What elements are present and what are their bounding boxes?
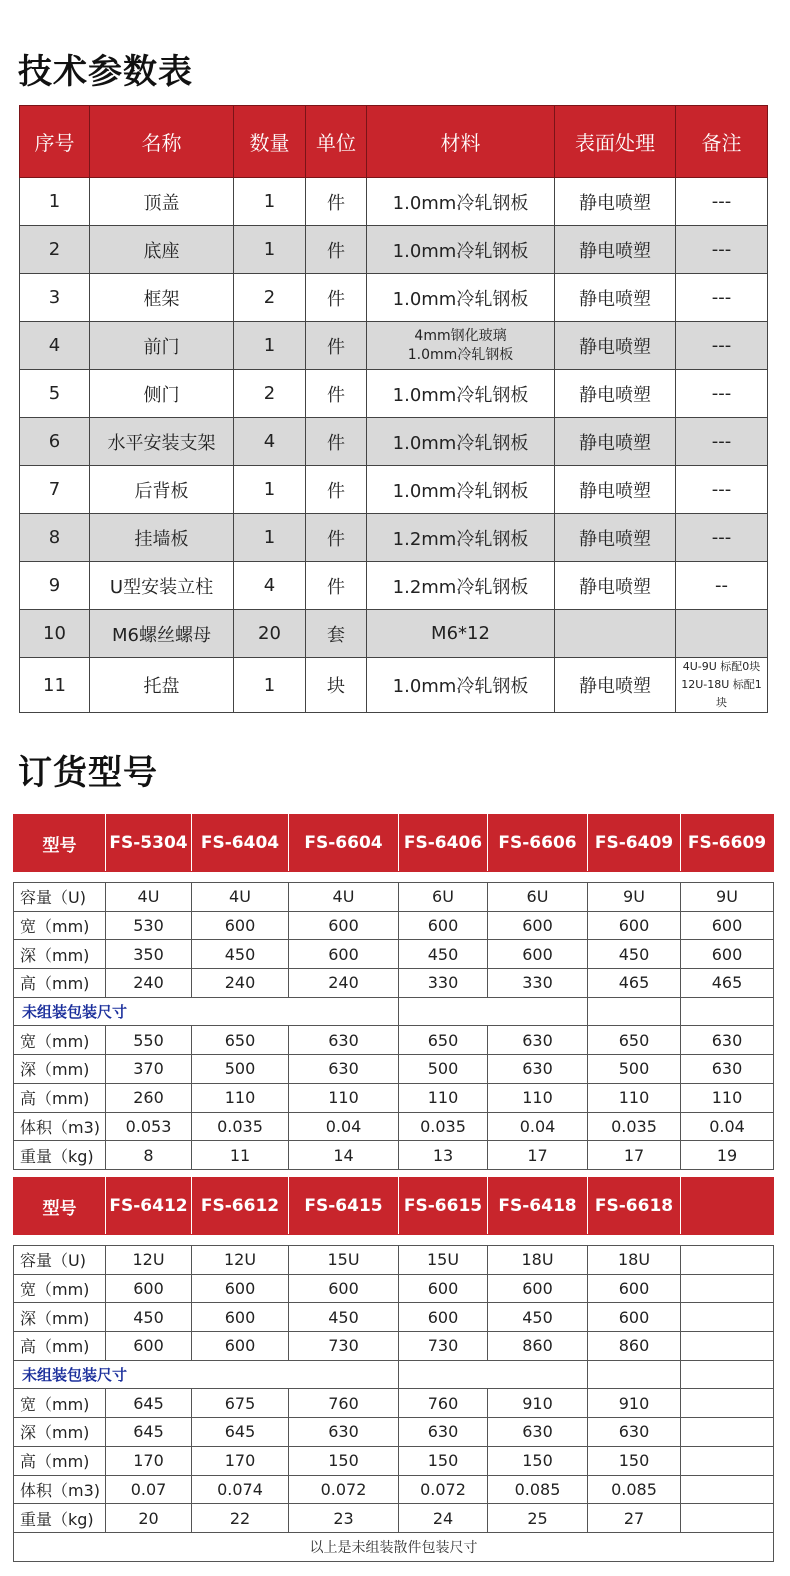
value-cell: 600	[588, 911, 681, 940]
value-cell: 12U	[192, 1246, 289, 1275]
spec-cell: 2	[20, 226, 90, 274]
spec-row	[20, 418, 768, 466]
model-name: FS-6418	[488, 1178, 588, 1235]
spec-cell: 水平安装支架	[90, 418, 234, 466]
order-row	[14, 1504, 774, 1533]
value-cell: 0.035	[399, 1112, 488, 1141]
spec-cell: 8	[20, 514, 90, 562]
value-cell: 600	[681, 940, 774, 969]
value-cell: 500	[399, 1055, 488, 1084]
spec-cell: 件	[306, 466, 367, 514]
value-cell: 20	[106, 1504, 192, 1533]
value-cell: 0.035	[588, 1112, 681, 1141]
value-cell: 8	[106, 1141, 192, 1170]
value-cell: 600	[588, 1303, 681, 1332]
spec-title: 技术参数表	[18, 52, 193, 92]
value-cell: 14	[289, 1141, 399, 1170]
spec-header-cell: 材料	[367, 106, 555, 178]
spec-cell: 1	[234, 658, 306, 713]
spec-cell: 1	[234, 466, 306, 514]
spec-cell: 1	[234, 322, 306, 370]
value-cell: 19	[681, 1141, 774, 1170]
value-cell: 24	[399, 1504, 488, 1533]
value-cell: 730	[399, 1332, 488, 1361]
spec-cell: 4U-9U 标配0块 12U-18U 标配1块	[676, 658, 768, 713]
row-label: 重量（kg)	[14, 1504, 106, 1533]
model-name: FS-6615	[399, 1178, 488, 1235]
value-cell	[681, 1446, 774, 1475]
spec-cell: 挂墙板	[90, 514, 234, 562]
gap-cell	[14, 1235, 774, 1246]
spec-cell: 4mm钢化玻璃 1.0mm冷轧钢板	[367, 322, 555, 370]
value-cell: 18U	[588, 1246, 681, 1275]
value-cell: 150	[488, 1446, 588, 1475]
spec-cell: ---	[676, 418, 768, 466]
order-header-row	[14, 815, 774, 872]
value-cell: 630	[488, 1026, 588, 1055]
value-cell: 170	[192, 1446, 289, 1475]
value-cell: 630	[488, 1055, 588, 1084]
empty-cell	[588, 997, 681, 1026]
value-cell: 22	[192, 1504, 289, 1533]
spec-cell: 静电喷塑	[555, 658, 676, 713]
value-cell: 260	[106, 1083, 192, 1112]
spec-cell: --	[676, 562, 768, 610]
order-row	[14, 1418, 774, 1447]
value-cell: 450	[488, 1303, 588, 1332]
value-cell: 600	[192, 911, 289, 940]
value-cell: 0.072	[399, 1475, 488, 1504]
order-row	[14, 911, 774, 940]
row-label: 深（mm)	[14, 1055, 106, 1084]
value-cell: 4U	[192, 883, 289, 912]
order-title: 订货型号	[18, 753, 158, 793]
value-cell: 0.072	[289, 1475, 399, 1504]
spec-cell: 静电喷塑	[555, 370, 676, 418]
value-cell: 17	[588, 1141, 681, 1170]
spec-cell: 静电喷塑	[555, 514, 676, 562]
value-cell: 110	[488, 1083, 588, 1112]
row-label: 深（mm)	[14, 940, 106, 969]
value-cell: 240	[289, 969, 399, 998]
spec-header-cell: 备注	[676, 106, 768, 178]
value-cell: 450	[399, 940, 488, 969]
value-cell: 645	[106, 1418, 192, 1447]
value-cell: 645	[192, 1418, 289, 1447]
value-cell: 150	[289, 1446, 399, 1475]
value-cell: 13	[399, 1141, 488, 1170]
spec-cell: 静电喷塑	[555, 322, 676, 370]
order-header-row	[14, 1178, 774, 1235]
spec-cell: 件	[306, 514, 367, 562]
value-cell: 600	[289, 940, 399, 969]
value-cell	[681, 1274, 774, 1303]
spec-row	[20, 514, 768, 562]
spec-row	[20, 226, 768, 274]
spec-cell: 1.0mm冷轧钢板	[367, 274, 555, 322]
value-cell: 600	[192, 1303, 289, 1332]
package-section-label: 未组装包装尺寸	[14, 997, 399, 1026]
spec-cell: 框架	[90, 274, 234, 322]
spec-cell: 1.0mm冷轧钢板	[367, 466, 555, 514]
order-row	[14, 1475, 774, 1504]
value-cell: 110	[681, 1083, 774, 1112]
spec-cell: 1	[234, 226, 306, 274]
order-row	[14, 883, 774, 912]
value-cell: 18U	[488, 1246, 588, 1275]
order-table-2	[13, 1177, 774, 1562]
gap-cell	[14, 872, 774, 883]
spec-row	[20, 322, 768, 370]
row-label: 宽（mm)	[14, 1274, 106, 1303]
spec-cell: 套	[306, 610, 367, 658]
spec-table	[19, 105, 768, 713]
value-cell: 450	[588, 940, 681, 969]
order-row	[14, 1083, 774, 1112]
spec-cell: 静电喷塑	[555, 418, 676, 466]
spec-cell: 1.0mm冷轧钢板	[367, 178, 555, 226]
value-cell	[681, 1246, 774, 1275]
row-label: 重量（kg)	[14, 1141, 106, 1170]
model-name: FS-6604	[289, 815, 399, 872]
empty-cell	[681, 997, 774, 1026]
value-cell	[681, 1504, 774, 1533]
model-name: FS-6404	[192, 815, 289, 872]
value-cell: 550	[106, 1026, 192, 1055]
value-cell: 0.07	[106, 1475, 192, 1504]
value-cell: 9U	[588, 883, 681, 912]
order-table-1	[13, 814, 774, 1170]
spec-cell: 静电喷塑	[555, 466, 676, 514]
value-cell: 760	[289, 1389, 399, 1418]
value-cell: 500	[588, 1055, 681, 1084]
spec-cell: 托盘	[90, 658, 234, 713]
spec-cell: 3	[20, 274, 90, 322]
spec-header-cell: 序号	[20, 106, 90, 178]
row-label: 深（mm)	[14, 1303, 106, 1332]
footnote: 以上是未组装散件包装尺寸	[14, 1532, 774, 1561]
value-cell: 150	[399, 1446, 488, 1475]
model-name: FS-6606	[488, 815, 588, 872]
value-cell: 600	[106, 1332, 192, 1361]
value-cell: 600	[289, 1274, 399, 1303]
model-name: FS-5304	[106, 815, 192, 872]
value-cell: 600	[681, 911, 774, 940]
spec-cell: 4	[234, 562, 306, 610]
model-name: FS-6406	[399, 815, 488, 872]
order-row	[14, 1360, 774, 1389]
value-cell: 0.04	[488, 1112, 588, 1141]
value-cell: 110	[588, 1083, 681, 1112]
value-cell: 4U	[106, 883, 192, 912]
spec-cell: 件	[306, 274, 367, 322]
spec-cell: 侧门	[90, 370, 234, 418]
value-cell: 645	[106, 1389, 192, 1418]
order-row	[14, 969, 774, 998]
value-cell: 600	[192, 1274, 289, 1303]
value-cell: 25	[488, 1504, 588, 1533]
spec-cell: 1	[234, 178, 306, 226]
value-cell: 650	[399, 1026, 488, 1055]
order-row	[14, 1055, 774, 1084]
spec-cell: 1.2mm冷轧钢板	[367, 514, 555, 562]
empty-cell	[399, 997, 588, 1026]
order-row	[14, 1026, 774, 1055]
row-label: 宽（mm)	[14, 1026, 106, 1055]
value-cell: 730	[289, 1332, 399, 1361]
value-cell: 600	[399, 911, 488, 940]
row-label: 容量（U)	[14, 1246, 106, 1275]
value-cell: 630	[488, 1418, 588, 1447]
value-cell: 150	[588, 1446, 681, 1475]
row-label: 宽（mm)	[14, 911, 106, 940]
value-cell: 450	[192, 940, 289, 969]
value-cell: 6U	[488, 883, 588, 912]
spec-cell: 件	[306, 370, 367, 418]
value-cell: 4U	[289, 883, 399, 912]
spec-cell: 6	[20, 418, 90, 466]
value-cell: 330	[399, 969, 488, 998]
model-name: FS-6618	[588, 1178, 681, 1235]
value-cell: 465	[681, 969, 774, 998]
spec-row	[20, 274, 768, 322]
header-gap	[14, 1235, 774, 1246]
value-cell: 600	[192, 1332, 289, 1361]
spec-row	[20, 562, 768, 610]
model-name: FS-6612	[192, 1178, 289, 1235]
model-name: FS-6415	[289, 1178, 399, 1235]
spec-cell: 静电喷塑	[555, 274, 676, 322]
row-label: 高（mm)	[14, 1332, 106, 1361]
row-label: 宽（mm)	[14, 1389, 106, 1418]
spec-cell: M6*12	[367, 610, 555, 658]
spec-cell: ---	[676, 370, 768, 418]
model-name: FS-6409	[588, 815, 681, 872]
spec-cell: 件	[306, 418, 367, 466]
spec-header-cell: 数量	[234, 106, 306, 178]
value-cell	[681, 1389, 774, 1418]
spec-header-cell: 名称	[90, 106, 234, 178]
model-label: 型号	[14, 1178, 106, 1235]
value-cell: 650	[192, 1026, 289, 1055]
row-label: 高（mm)	[14, 1446, 106, 1475]
order-row	[14, 940, 774, 969]
value-cell: 240	[106, 969, 192, 998]
row-label: 高（mm)	[14, 1083, 106, 1112]
value-cell: 500	[192, 1055, 289, 1084]
spec-row	[20, 370, 768, 418]
spec-header-cell: 单位	[306, 106, 367, 178]
spec-cell: 1.2mm冷轧钢板	[367, 562, 555, 610]
spec-row	[20, 658, 768, 713]
spec-cell: 块	[306, 658, 367, 713]
order-row	[14, 1141, 774, 1170]
value-cell: 6U	[399, 883, 488, 912]
spec-cell: 静电喷塑	[555, 562, 676, 610]
row-label: 体积（m3)	[14, 1112, 106, 1141]
model-name: FS-6609	[681, 815, 774, 872]
order-row	[14, 1389, 774, 1418]
value-cell: 0.04	[289, 1112, 399, 1141]
spec-cell: 1.0mm冷轧钢板	[367, 226, 555, 274]
value-cell: 860	[588, 1332, 681, 1361]
spec-cell: 前门	[90, 322, 234, 370]
footnote-row	[14, 1532, 774, 1561]
value-cell: 630	[681, 1026, 774, 1055]
spec-cell: ---	[676, 178, 768, 226]
value-cell: 630	[289, 1026, 399, 1055]
spec-cell: 1.0mm冷轧钢板	[367, 370, 555, 418]
spec-cell: 底座	[90, 226, 234, 274]
value-cell: 0.074	[192, 1475, 289, 1504]
value-cell: 650	[588, 1026, 681, 1055]
spec-cell: 静电喷塑	[555, 178, 676, 226]
order-row	[14, 997, 774, 1026]
order-row	[14, 1274, 774, 1303]
order-row	[14, 1303, 774, 1332]
value-cell: 110	[192, 1083, 289, 1112]
value-cell: 0.053	[106, 1112, 192, 1141]
spec-cell: M6螺丝螺母	[90, 610, 234, 658]
value-cell: 370	[106, 1055, 192, 1084]
order-row	[14, 1112, 774, 1141]
value-cell: 860	[488, 1332, 588, 1361]
spec-row	[20, 610, 768, 658]
spec-cell: ---	[676, 274, 768, 322]
spec-cell: 7	[20, 466, 90, 514]
spec-cell: ---	[676, 226, 768, 274]
spec-cell: 1	[20, 178, 90, 226]
spec-cell: 5	[20, 370, 90, 418]
spec-cell: 2	[234, 274, 306, 322]
spec-cell: 1.0mm冷轧钢板	[367, 658, 555, 713]
spec-cell: ---	[676, 466, 768, 514]
spec-cell: 4	[20, 322, 90, 370]
spec-cell: U型安装立柱	[90, 562, 234, 610]
value-cell: 910	[488, 1389, 588, 1418]
spec-cell: 4	[234, 418, 306, 466]
value-cell	[681, 1418, 774, 1447]
spec-cell: 2	[234, 370, 306, 418]
spec-cell: 静电喷塑	[555, 226, 676, 274]
spec-row	[20, 466, 768, 514]
value-cell: 0.085	[588, 1475, 681, 1504]
value-cell: 350	[106, 940, 192, 969]
value-cell: 600	[488, 940, 588, 969]
spec-cell: ---	[676, 514, 768, 562]
value-cell: 0.035	[192, 1112, 289, 1141]
spec-header-cell: 表面处理	[555, 106, 676, 178]
value-cell: 0.085	[488, 1475, 588, 1504]
value-cell	[681, 1303, 774, 1332]
spec-row	[20, 178, 768, 226]
value-cell: 110	[399, 1083, 488, 1112]
model-label: 型号	[14, 815, 106, 872]
spec-cell: 件	[306, 226, 367, 274]
value-cell: 530	[106, 911, 192, 940]
value-cell: 600	[289, 911, 399, 940]
spec-cell	[555, 610, 676, 658]
value-cell: 600	[399, 1274, 488, 1303]
value-cell: 0.04	[681, 1112, 774, 1141]
spec-cell: 件	[306, 562, 367, 610]
row-label: 深（mm)	[14, 1418, 106, 1447]
value-cell: 11	[192, 1141, 289, 1170]
value-cell: 465	[588, 969, 681, 998]
value-cell	[681, 1332, 774, 1361]
spec-cell: 9	[20, 562, 90, 610]
spec-cell: 20	[234, 610, 306, 658]
spec-cell: 后背板	[90, 466, 234, 514]
spec-cell: ---	[676, 322, 768, 370]
value-cell: 12U	[106, 1246, 192, 1275]
spec-cell: 11	[20, 658, 90, 713]
header-gap	[14, 872, 774, 883]
spec-cell: 1	[234, 514, 306, 562]
value-cell: 15U	[399, 1246, 488, 1275]
value-cell: 600	[588, 1274, 681, 1303]
value-cell: 760	[399, 1389, 488, 1418]
value-cell: 240	[192, 969, 289, 998]
value-cell: 110	[289, 1083, 399, 1112]
value-cell: 630	[588, 1418, 681, 1447]
value-cell: 630	[289, 1055, 399, 1084]
model-name	[681, 1178, 774, 1235]
value-cell: 600	[399, 1303, 488, 1332]
value-cell	[681, 1475, 774, 1504]
value-cell: 630	[681, 1055, 774, 1084]
empty-cell	[681, 1360, 774, 1389]
value-cell: 910	[588, 1389, 681, 1418]
spec-cell: 顶盖	[90, 178, 234, 226]
value-cell: 600	[488, 1274, 588, 1303]
value-cell: 450	[289, 1303, 399, 1332]
value-cell: 600	[106, 1274, 192, 1303]
row-label: 体积（m3)	[14, 1475, 106, 1504]
value-cell: 600	[488, 911, 588, 940]
value-cell: 170	[106, 1446, 192, 1475]
value-cell: 9U	[681, 883, 774, 912]
order-row	[14, 1246, 774, 1275]
value-cell: 23	[289, 1504, 399, 1533]
value-cell: 630	[289, 1418, 399, 1447]
empty-cell	[399, 1360, 588, 1389]
spec-cell: 1.0mm冷轧钢板	[367, 418, 555, 466]
value-cell: 330	[488, 969, 588, 998]
spec-cell: 10	[20, 610, 90, 658]
spec-cell: 件	[306, 322, 367, 370]
value-cell: 27	[588, 1504, 681, 1533]
spec-cell	[676, 610, 768, 658]
row-label: 容量（U)	[14, 883, 106, 912]
order-row	[14, 1332, 774, 1361]
empty-cell	[588, 1360, 681, 1389]
value-cell: 15U	[289, 1246, 399, 1275]
value-cell: 450	[106, 1303, 192, 1332]
order-row	[14, 1446, 774, 1475]
spec-cell: 件	[306, 178, 367, 226]
model-name: FS-6412	[106, 1178, 192, 1235]
value-cell: 675	[192, 1389, 289, 1418]
row-label: 高（mm)	[14, 969, 106, 998]
value-cell: 17	[488, 1141, 588, 1170]
package-section-label: 未组装包装尺寸	[14, 1360, 399, 1389]
value-cell: 630	[399, 1418, 488, 1447]
